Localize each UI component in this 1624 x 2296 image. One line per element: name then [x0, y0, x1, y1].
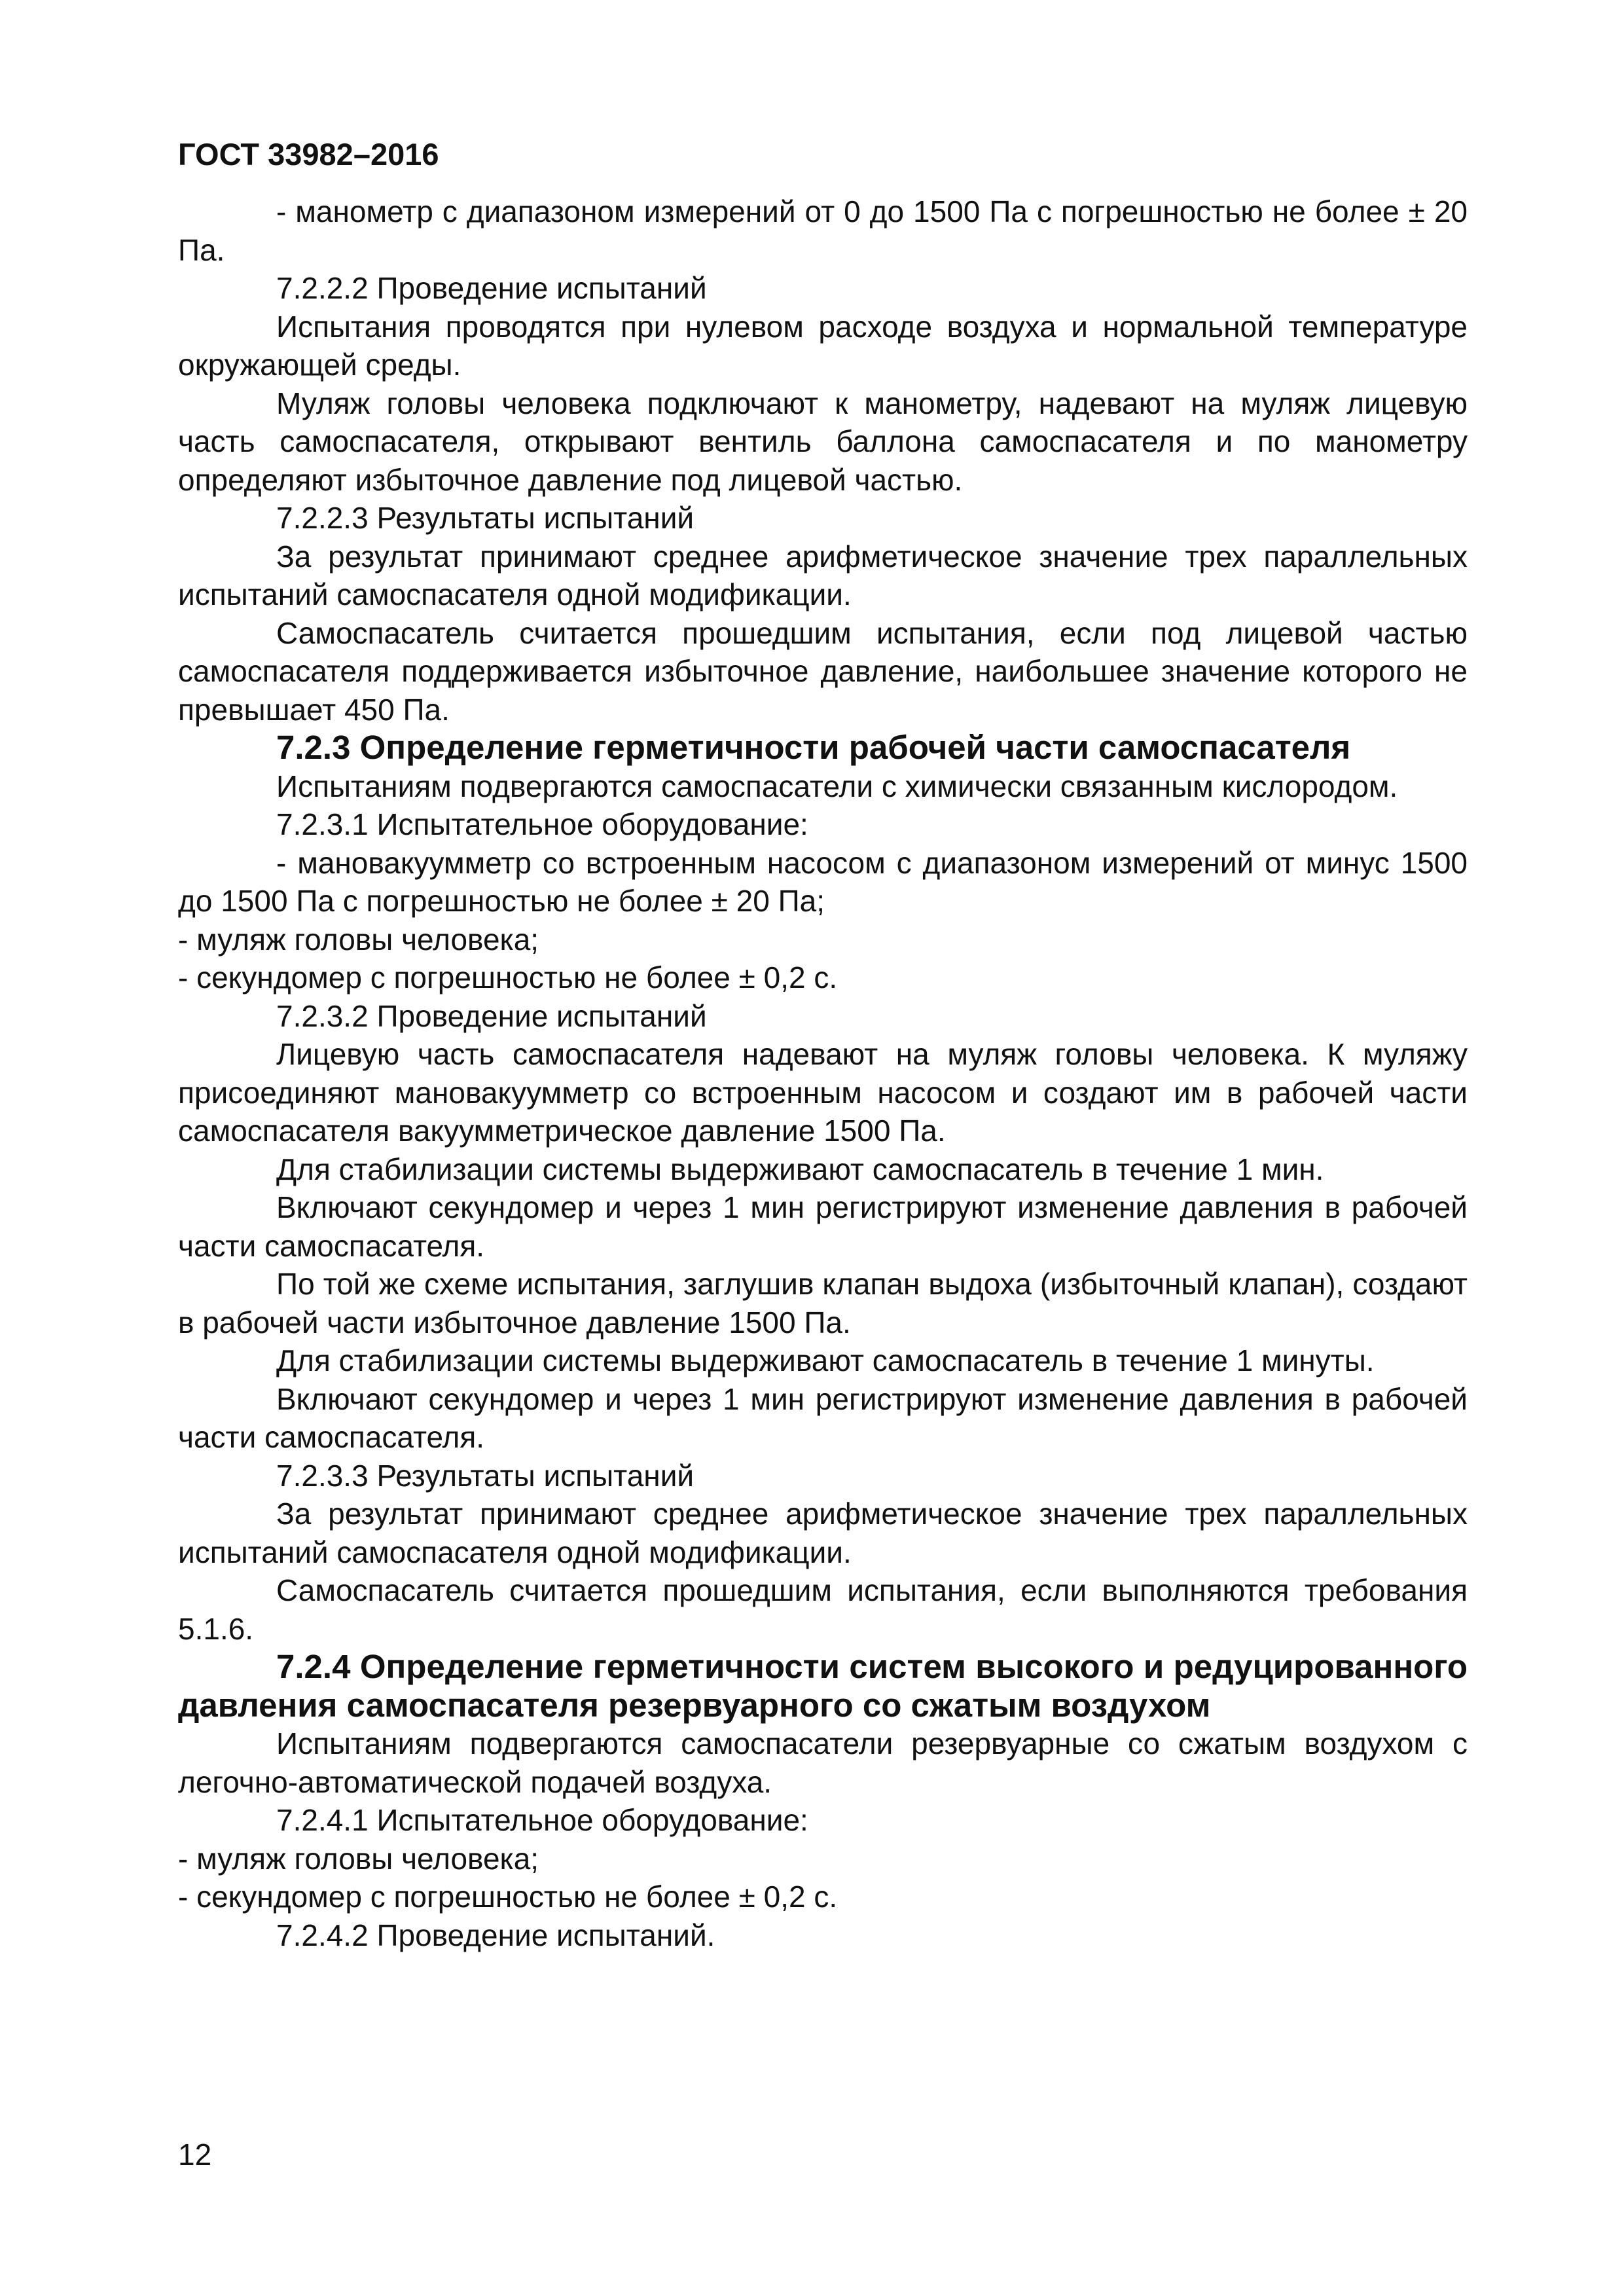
paragraph-result-average-2: За результат принимают среднее арифметическое значение трех параллельных испытаний самоспасателя одной модификации. — [178, 1497, 1468, 1569]
section-7-2-3-heading: 7.2.3 Определение герметичности рабочей части самоспасателя — [276, 729, 1351, 766]
list-item-head-dummy: - муляж головы человека; — [178, 922, 539, 957]
page-number: 12 — [178, 2138, 212, 2172]
paragraph-test-procedure: Муляж головы человека подключают к манометру, надевают на муляж лицевую часть самоспасателя, открывают вентиль баллона самоспасателя и по манометру определяют избыточное давление под лицевой частью. — [178, 386, 1468, 497]
subsection-7-2-3-1-title: 7.2.3.1 Испытательное оборудование: — [276, 807, 808, 841]
list-item-stopwatch: - секундомер с погрешностью не более ± 0,2 с. — [178, 960, 838, 994]
list-item-manovacuummeter: - мановакуумметр со встроенным насосом с диапазоном измерений от минус 1500 до 1500 Па с погрешностью не более ± 20 Па; — [178, 845, 1468, 918]
paragraph-tested-reservoir-devices: Испытаниям подвергаются самоспасатели резервуарные со сжатым воздухом с легочно-автоматической подачей воздуха. — [178, 1726, 1468, 1799]
section-7-2-4-heading: 7.2.4 Определение герметичности систем высокого и редуцированного давления самоспасателя резервуарного со сжатым воздухом — [178, 1648, 1468, 1724]
document-header: ГОСТ 33982–2016 — [178, 137, 439, 172]
subsection-7-2-3-2-title: 7.2.3.2 Проведение испытаний — [276, 998, 707, 1033]
paragraph-pass-criteria: Самоспасатель считается прошедшим испытания, если под лицевой частью самоспасателя поддерживается избыточное давление, наибольшее значение которого не превышает 450 Па. — [178, 615, 1468, 727]
paragraph-pass-requirements: Самоспасатель считается прошедшим испытания, если выполняются требования 5.1.6. — [178, 1573, 1468, 1646]
paragraph-test-conditions: Испытания проводятся при нулевом расходе воздуха и нормальной температуре окружающей среды. — [178, 309, 1468, 382]
paragraph-overpressure-procedure: По той же схеме испытания, заглушив клапан выдоха (избыточный клапан), создают в рабочей части избыточное давление 1500 Па. — [178, 1267, 1468, 1339]
subsection-7-2-2-3-title: 7.2.2.3 Результаты испытаний — [276, 501, 695, 535]
subsection-7-2-4-2-title: 7.2.4.2 Проведение испытаний. — [276, 1918, 715, 1952]
list-item-head-dummy-2: - муляж головы человека; — [178, 1841, 539, 1876]
subsection-7-2-4-1-title: 7.2.4.1 Испытательное оборудование: — [276, 1803, 808, 1837]
list-item-stopwatch-2: - секундомер с погрешностью не более ± 0,2 с. — [178, 1880, 838, 1914]
paragraph-result-average: За результат принимают среднее арифметическое значение трех параллельных испытаний самоспасателя одной модификации. — [178, 539, 1468, 611]
subsection-7-2-3-3-title: 7.2.3.3 Результаты испытаний — [276, 1458, 695, 1493]
paragraph-vacuum-procedure: Лицевую часть самоспасателя надевают на муляж головы человека. К муляжу присоединяют мановакуумметр со встроенным насосом и создают им в рабочей части самоспасателя вакуумметрическое давление 1500 Па. — [178, 1037, 1468, 1148]
paragraph-register-change-2: Включают секундомер и через 1 мин регистрируют изменение давления в рабочей части самоспасателя. — [178, 1381, 1468, 1454]
subsection-7-2-2-2-title: 7.2.2.2 Проведение испытаний — [276, 271, 707, 305]
paragraph-stabilization: Для стабилизации системы выдерживают самоспасатель в течение 1 мин. — [276, 1152, 1324, 1186]
paragraph-manometer-item: - манометр с диапазоном измерений от 0 до 1500 Па с погрешностью не более ± 20 Па. — [178, 194, 1468, 267]
paragraph-register-change: Включают секундомер и через 1 мин регистрируют изменение давления в рабочей части самоспасателя. — [178, 1190, 1468, 1263]
document-body — [178, 192, 1468, 1954]
paragraph-tested-devices: Испытаниям подвергаются самоспасатели с химически связанным кислородом. — [276, 769, 1398, 803]
paragraph-stabilization-minute: Для стабилизации системы выдерживают самоспасатель в течение 1 минуты. — [276, 1343, 1375, 1377]
